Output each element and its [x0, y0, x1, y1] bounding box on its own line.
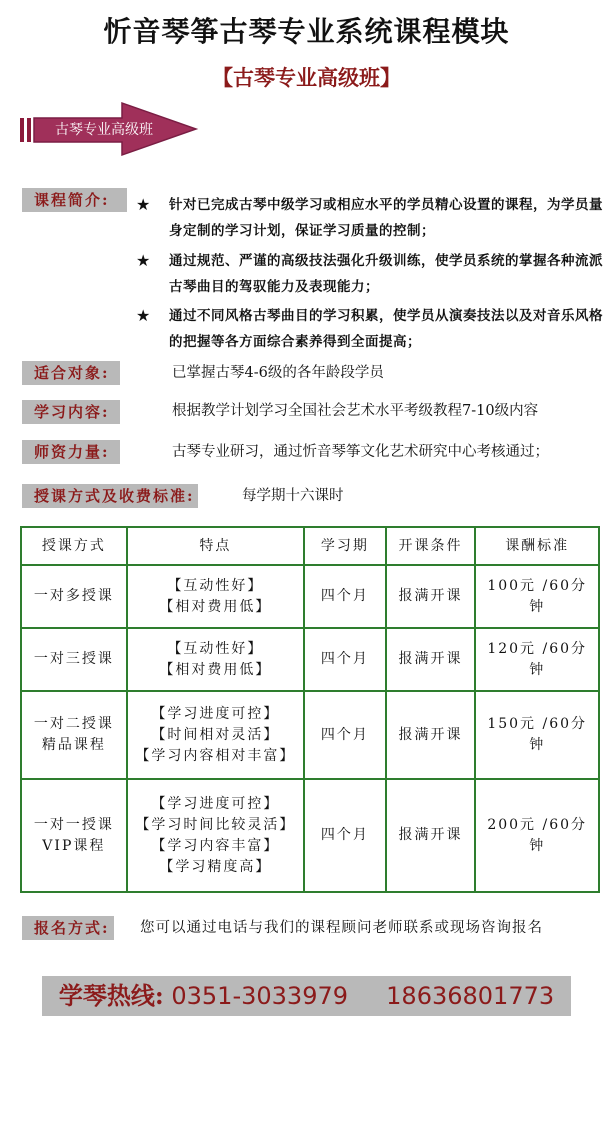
target-text: 已掌握古琴4-6级的各年龄段学员 — [172, 365, 384, 381]
feature-line: 【学习精度高】 — [159, 858, 272, 875]
signup-text: 您可以通过电话与我们的课程顾问老师联系或现场咨询报名 — [140, 920, 543, 936]
table-header-row — [21, 527, 599, 565]
period-cell: 四个月 — [304, 691, 386, 779]
period-cell: 四个月 — [304, 565, 386, 628]
teachers-label: 师资力量: — [22, 440, 120, 464]
condition-cell: 报满开课 — [386, 691, 476, 779]
mode-cell — [21, 691, 127, 779]
teachers-text: 古琴专业研习，通过忻音琴筝文化艺术研究中心考核通过； — [172, 444, 549, 460]
condition-cell: 报满开课 — [386, 565, 476, 628]
period-cell: 四个月 — [304, 628, 386, 691]
intro-bullet-text: 针对已完成古琴中级学习或相应水平的学员精心设置的课程，为学员量身定制的学习计划，保证学习质量的控制； — [169, 197, 603, 239]
feature-line: 【相对费用低】 — [159, 661, 272, 678]
table-header-cell: 学习期 — [304, 527, 386, 565]
intro-bullet — [136, 303, 606, 355]
content-text: 根据教学计划学习全国社会艺术水平考级教程7-10级内容 — [172, 403, 539, 419]
feature-line: 【学习内容相对丰富】 — [135, 747, 296, 764]
price-cell: 200元 /60分钟 — [475, 779, 599, 892]
hotline-phone-1[interactable]: 0351-3033979 — [171, 982, 348, 1010]
mode-cell — [21, 565, 127, 628]
table-row — [21, 691, 599, 779]
feature-line: 【学习内容丰富】 — [151, 837, 280, 854]
feature-line: 【学习进度可控】 — [151, 795, 280, 812]
hotline-bar — [42, 976, 571, 1016]
hotline-phone-2[interactable]: 18636801773 — [386, 982, 555, 1010]
features-cell — [127, 779, 304, 892]
feature-line: 【学习时间比较灵活】 — [135, 816, 296, 833]
mode-cell — [21, 628, 127, 691]
fees-note: 每学期十六课时 — [242, 488, 344, 504]
signup-label: 报名方式: — [22, 916, 114, 940]
feature-line: 【时间相对灵活】 — [151, 726, 280, 743]
intro-bullet-text: 通过不同风格古琴曲目的学习积累，使学员从演奏技法以及对音乐风格的把握等各方面综合素养得到全面提高； — [169, 308, 603, 350]
intro-label: 课程简介: — [22, 188, 127, 212]
content-label: 学习内容: — [22, 400, 120, 424]
features-cell — [127, 565, 304, 628]
mode-line: 一对二授课 — [33, 716, 114, 732]
hotline-label: 学琴热线: — [58, 981, 164, 1010]
fees-label: 授课方式及收费标准: — [22, 484, 198, 508]
price-cell: 150元 /60分钟 — [475, 691, 599, 779]
target-label: 适合对象: — [22, 361, 120, 385]
table-header-cell: 课酬标准 — [475, 527, 599, 565]
intro-bullet-text: 通过规范、严谨的高级技法强化升级训练，使学员系统的掌握各种流派古琴曲目的驾驭能力及表现能力； — [169, 253, 603, 295]
page-title: 忻音琴筝古琴专业系统课程模块 — [103, 15, 510, 48]
table-header-cell: 授课方式 — [21, 527, 127, 565]
section-arrow-banner — [20, 101, 200, 157]
star-icon: ★ — [136, 195, 151, 214]
fees-table — [20, 526, 600, 893]
feature-line: 【互动性好】 — [167, 577, 264, 594]
features-cell — [127, 628, 304, 691]
feature-line: 【相对费用低】 — [159, 598, 272, 615]
period-cell: 四个月 — [304, 779, 386, 892]
condition-cell: 报满开课 — [386, 779, 476, 892]
mode-line: 精品课程 — [41, 737, 106, 753]
features-cell — [127, 691, 304, 779]
intro-bullet — [136, 248, 606, 300]
mode-cell — [21, 779, 127, 892]
page-subtitle: 【古琴专业高级班】 — [212, 65, 401, 90]
table-row — [21, 628, 599, 691]
star-icon: ★ — [136, 306, 151, 325]
table-header-cell: 特点 — [127, 527, 304, 565]
mode-line: VIP课程 — [42, 837, 106, 854]
feature-line: 【互动性好】 — [167, 640, 264, 657]
mode-line: 一对三授课 — [33, 651, 114, 667]
table-row — [21, 779, 599, 892]
mode-line: 一对多授课 — [33, 588, 114, 604]
condition-cell: 报满开课 — [386, 628, 476, 691]
feature-line: 【学习进度可控】 — [151, 705, 280, 722]
mode-line: 一对一授课 — [33, 816, 114, 833]
table-header-cell: 开课条件 — [386, 527, 476, 565]
table-row — [21, 565, 599, 628]
intro-bullet — [136, 192, 606, 244]
price-cell: 100元 /60分钟 — [475, 565, 599, 628]
arrow-banner-label: 古琴专业高级班 — [55, 122, 153, 138]
price-cell: 120元 /60分钟 — [475, 628, 599, 691]
star-icon: ★ — [136, 251, 151, 270]
